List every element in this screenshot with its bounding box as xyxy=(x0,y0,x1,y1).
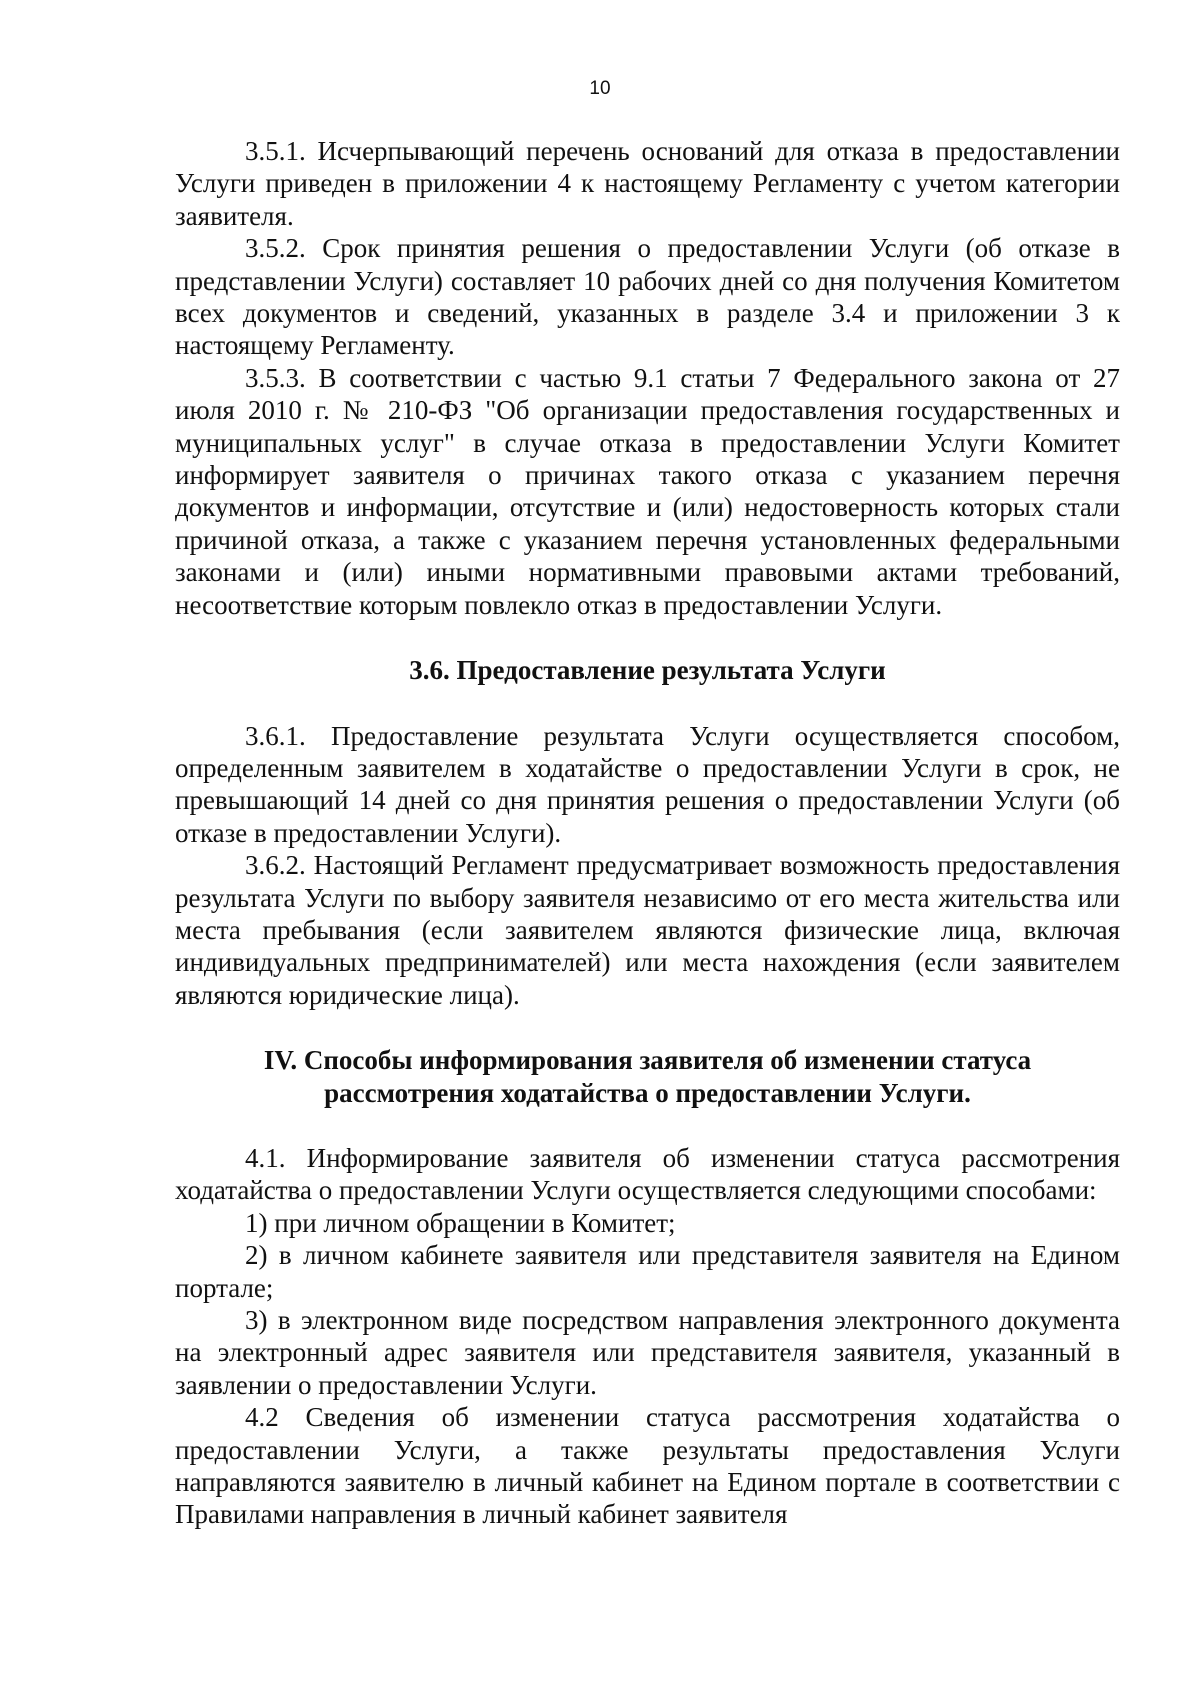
document-body xyxy=(175,135,1120,1531)
list-item-4-1-1: 1) при личном обращении в Комитет; xyxy=(245,1207,676,1238)
page-number: 10 xyxy=(589,78,611,99)
paragraph-3-6-2: 3.6.2. Настоящий Регламент предусматривает возможность предоставления результата Услуги по выбору заявителя независимо от его места жительства или места пребывания (если заявителем являются физические лица, включая индивидуальных предпринимателей) или места нахождения (если заявителем являются юридические лица). xyxy=(175,850,1120,1010)
paragraph-3-6-1: 3.6.1. Предоставление результата Услуги осуществляется способом, определенным заявителем в ходатайстве о предоставлении Услуги в срок, не превышающий 14 дней со дня принятия решения о предоставлении Услуги (об отказе в предоставлении Услуги). xyxy=(175,720,1120,848)
paragraph-3-5-3: 3.5.3. В соответствии с частью 9.1 статьи 7 Федерального закона от 27 июля 2010 г. № 210-ФЗ "Об организации предоставления государственных и муниципальных услуг" в случае отказа в предоставлении Услуги Комитет информирует заявителя о причинах такого отказа с указанием перечня документов и информации, отсутствие и (или) недостоверность которых стали причиной отказа, а также с указанием перечня установленных федеральными законами и (или) иными нормативными правовыми актами требований, несоответствие которым повлекло отказ в предоставлении Услуги. xyxy=(175,362,1120,620)
section-heading-3-6: 3.6. Предоставление результата Услуги xyxy=(409,655,886,686)
paragraph-3-5-1: 3.5.1. Исчерпывающий перечень оснований для отказа в предоставлении Услуги приведен в приложении 4 к настоящему Регламенту с учетом категории заявителя. xyxy=(175,136,1120,231)
paragraph-4-1: 4.1. Информирование заявителя об изменении статуса рассмотрения ходатайства о предоставлении Услуги осуществляется следующими способами: xyxy=(175,1142,1120,1206)
list-item-4-1-3: 3) в электронном виде посредством направления электронного документа на электронный адрес заявителя или представителя заявителя, указанный в заявлении о предоставлении Услуги. xyxy=(175,1305,1120,1400)
section-heading-iv xyxy=(175,1044,1120,1109)
list-item-4-1-2: 2) в личном кабинете заявителя или представителя заявителя на Едином портале; xyxy=(175,1240,1120,1303)
paragraph-4-2: 4.2 Сведения об изменении статуса рассмотрения ходатайства о предоставлении Услуги, а также результаты предоставления Услуги направляются заявителю в личный кабинет на Едином портале в соответствии с Правилами направления в личный кабинет заявителя xyxy=(175,1402,1120,1530)
section-heading-iv-line-1: IV. Способы информирования заявителя об изменении статуса xyxy=(263,1045,1032,1076)
paragraph-3-5-2: 3.5.2. Срок принятия решения о предоставлении Услуги (об отказе в представлении Услуги) составляет 10 рабочих дней со дня получения Комитетом всех документов и сведений, указанных в разделе 3.4 и приложении 3 к настоящему Регламенту. xyxy=(175,233,1120,361)
section-heading-iv-line-2: рассмотрения ходатайства о предоставлении Услуги. xyxy=(324,1077,971,1108)
